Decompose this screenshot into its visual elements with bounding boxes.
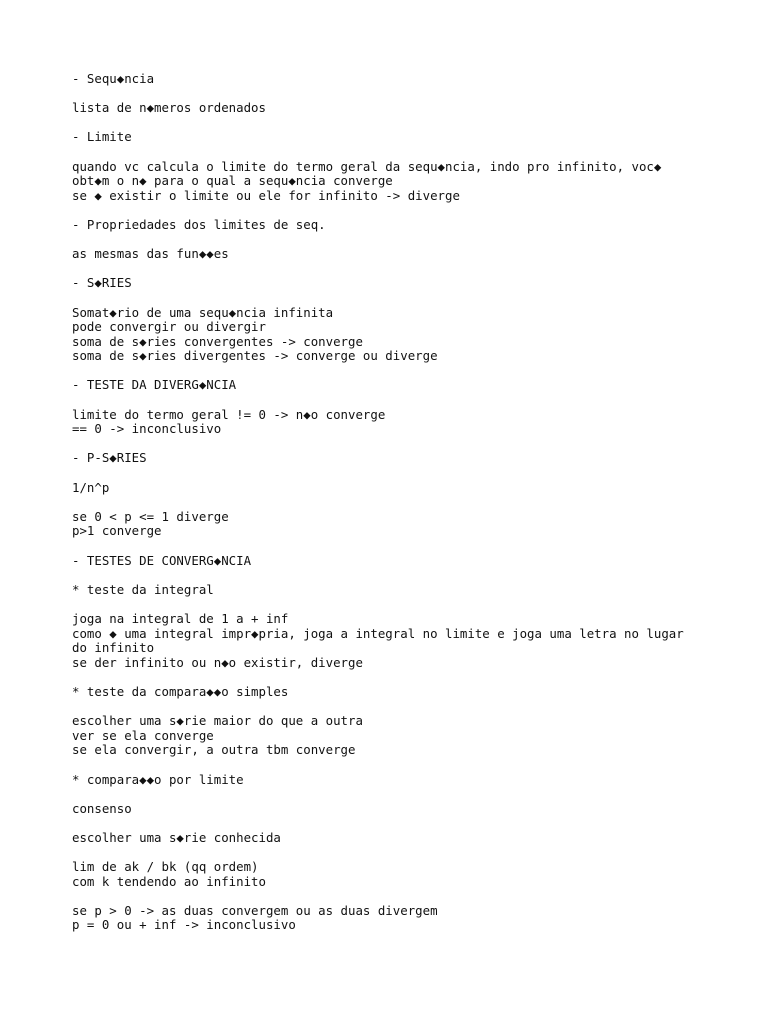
text-line: obt◆m o n◆ para o qual a sequ◆ncia converge	[72, 173, 393, 189]
text-line: soma de s◆ries divergentes -> converge ou diverge	[72, 348, 438, 364]
text-line: lim de ak / bk (qq ordem)	[72, 859, 259, 875]
text-line: joga na integral de 1 a + inf	[72, 610, 289, 626]
text-line: pode convergir ou divergir	[72, 319, 266, 335]
blank-line	[72, 700, 702, 715]
text-line: - Propriedades dos limites de seq.	[72, 216, 326, 232]
text-line: Somat◆rio de uma sequ◆ncia infinita	[72, 304, 334, 320]
text-line: - S◆RIES	[72, 275, 132, 291]
blank-line	[72, 889, 702, 904]
blank-line	[72, 670, 702, 685]
text-line: com k tendendo ao infinito	[72, 873, 266, 889]
text-line: * compara◆◆o por limite	[72, 771, 244, 787]
blank-line	[72, 787, 702, 802]
blank-line	[72, 116, 702, 131]
text-line: soma de s◆ries convergentes -> converge	[72, 333, 363, 349]
text-line: * teste da compara◆◆o simples	[72, 683, 289, 699]
blank-line	[72, 568, 702, 583]
blank-line	[72, 437, 702, 452]
text-line: - Limite	[72, 129, 132, 145]
blank-line	[72, 495, 702, 510]
blank-line	[72, 466, 702, 481]
text-line: - P-S◆RIES	[72, 450, 147, 466]
text-line: - Sequ◆ncia	[72, 71, 155, 86]
text-line: p = 0 ou + inf -> inconclusivo	[72, 917, 296, 933]
text-line: como ◆ uma integral impr◆pria, joga a integral no limite e joga uma letra no lugar	[72, 625, 684, 641]
blank-line	[72, 758, 702, 773]
text-line: p>1 converge	[72, 523, 162, 539]
text-line: escolher uma s◆rie maior do que a outra	[72, 713, 363, 729]
blank-line	[72, 203, 702, 218]
text-line: 1/n^p	[72, 479, 110, 495]
text-line: == 0 -> inconclusivo	[72, 421, 222, 437]
blank-line	[72, 262, 702, 277]
blank-line	[72, 539, 702, 554]
text-line: se p > 0 -> as duas convergem ou as duas divergem	[72, 902, 438, 918]
document-page	[72, 72, 702, 933]
text-line: escolher uma s◆rie conhecida	[72, 829, 281, 845]
text-line: lista de n◆meros ordenados	[72, 100, 266, 116]
text-line: se ◆ existir o limite ou ele for infinito -> diverge	[72, 187, 460, 203]
blank-line	[72, 364, 702, 379]
blank-line	[72, 816, 702, 831]
text-line: se der infinito ou n◆o existir, diverge	[72, 654, 363, 670]
text-line: limite do termo geral != 0 -> n◆o converge	[72, 406, 386, 422]
text-line: - TESTE DA DIVERG◆NCIA	[72, 377, 237, 393]
text-line: as mesmas das fun◆◆es	[72, 246, 229, 262]
text-line: consenso	[72, 800, 132, 816]
blank-line	[72, 291, 702, 306]
blank-line	[72, 597, 702, 612]
blank-line	[72, 845, 702, 860]
blank-line	[72, 87, 702, 102]
text-line: * teste da integral	[72, 581, 214, 597]
text-line: - TESTES DE CONVERG◆NCIA	[72, 552, 252, 568]
blank-line	[72, 393, 702, 408]
blank-line	[72, 233, 702, 248]
text-line: se ela convergir, a outra tbm converge	[72, 742, 356, 758]
text-line: ver se ela converge	[72, 727, 214, 743]
text-line: quando vc calcula o limite do termo geral da sequ◆ncia, indo pro infinito, voc◆	[72, 158, 662, 174]
text-line: se 0 < p <= 1 diverge	[72, 508, 229, 524]
blank-line	[72, 145, 702, 160]
text-line: do infinito	[72, 640, 155, 656]
